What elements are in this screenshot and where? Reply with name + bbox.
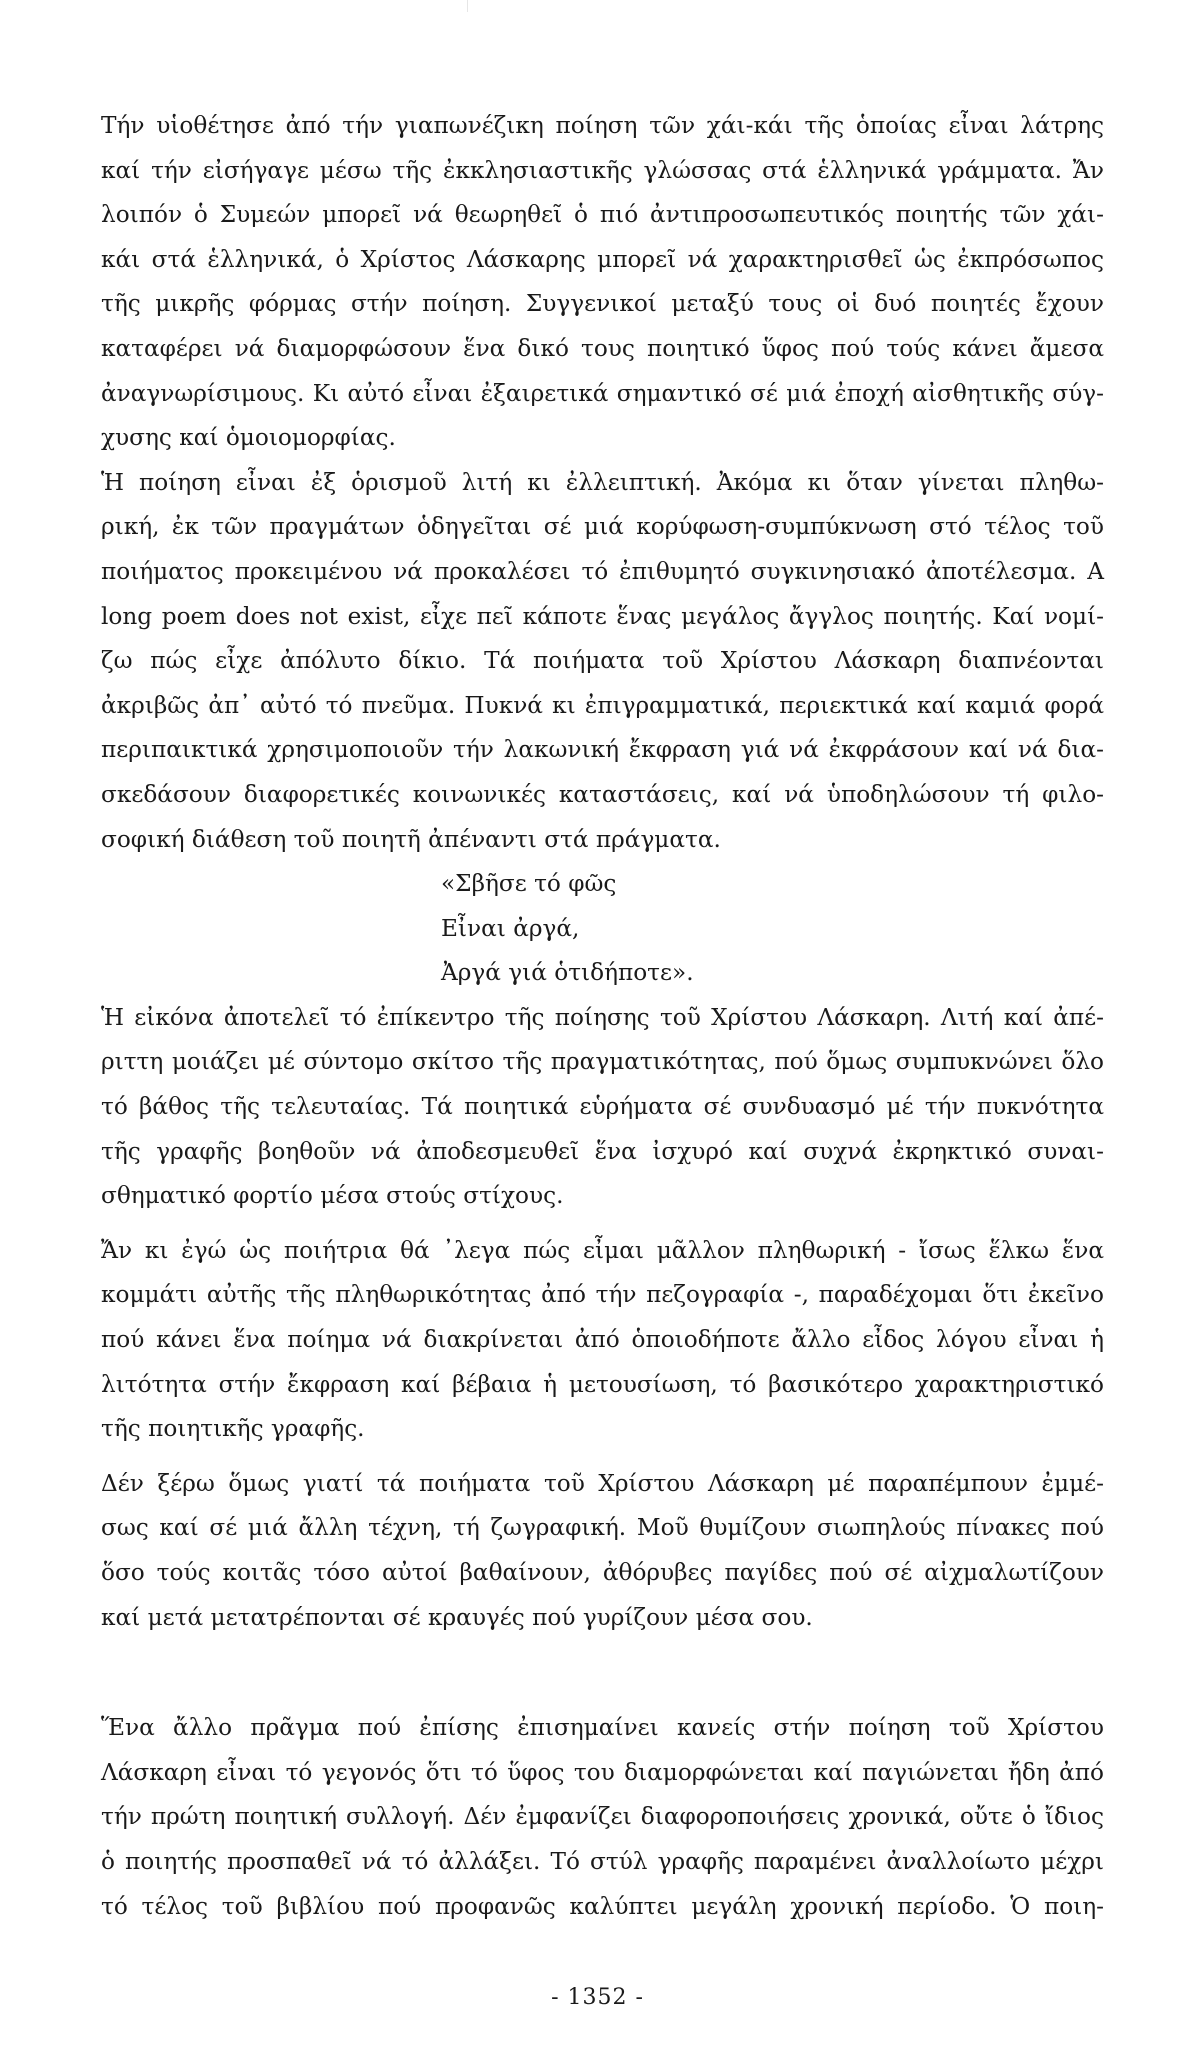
poem-quote [101,862,1104,996]
page-number: - 1352 - [551,1985,644,2010]
text-line: Ἕνα ἄλλο πρᾶγμα πού ἐπίσης ἐπισημαίνει κανείς στήν ποίηση τοῦ Χρίστου [101,1714,1104,1742]
text-line: καί τήν εἰσήγαγε μέσω τῆς ἐκκλησιαστικῆς γλώσσας στά ἑλληνικά γράμματα. Ἄν [101,156,1104,184]
text-line: Ἡ εἰκόνα ἀποτελεῖ τό ἐπίκεντρο τῆς ποίησης τοῦ Χρίστου Λάσκαρη. Λιτή καί ἀπέ- [101,1003,1104,1031]
paragraph-1 [101,104,1104,461]
paragraph-6 [101,1706,1104,1929]
scan-mark [467,0,468,12]
text-line: ὅσο τούς κοιτᾶς τόσο αὐτοί βαθαίνουν, ἀθόρυβες παγίδες πού σέ αἰχμαλωτίζουν [101,1559,1104,1586]
text-line: λοιπόν ὁ Συμεών μπορεῖ νά θεωρηθεῖ ὁ πιό ἀντιπροσωπευτικός ποιητής τῶν χάι- [101,201,1104,229]
text-line: Τήν υἱοθέτησε ἀπό τήν γιαπωνέζικη ποίηση τῶν χάι-κάι τῆς ὁποίας εἶναι λάτρης [101,112,1104,139]
text-line: τό βάθος τῆς τελευταίας. Τά ποιητικά εὑρήματα σέ συνδυασμό μέ τήν πυκνότητα [101,1093,1104,1121]
text-line: Ἄν κι ἐγώ ὡς ποιήτρια θά ᾽λεγα πώς εἶμαι μᾶλλον πληθωρική - ἴσως ἕλκω ἕνα [101,1236,1104,1264]
text-line: καί μετά μετατρέπονται σέ κραυγές πού γυρίζουν μέσα σου. [101,1603,813,1631]
text-line: σθηματικό φορτίο μέσα στούς στίχους. [101,1182,564,1210]
text-line: Λάσκαρη εἶναι τό γεγονός ὅτι τό ὕφος του διαμορφώνεται καί παγιώνεται ἤδη ἀπό [101,1758,1104,1786]
quote-line: «Σβῆσε τό φῶς [441,870,617,898]
text-line: πού κάνει ἕνα ποίημα νά διακρίνεται ἀπό ὁποιοδήποτε ἄλλο εἶδος λόγου εἶναι ἡ [101,1326,1104,1354]
paragraph-3 [101,996,1104,1219]
paragraph-5 [101,1462,1104,1640]
text-line: λιτότητα στήν ἔκφραση καί βέβαια ἡ μετουσίωση, τό βασικότερο χαρακτηριστικό [101,1370,1104,1398]
text-line: ριττη μοιάζει μέ σύντομο σκίτσο τῆς πραγματικότητας, πού ὅμως συμπυκνώνει ὅλο [101,1048,1104,1076]
text-line: ποιήματος προκειμένου νά προκαλέσει τό ἐπιθυμητό συγκινησιακό ἀποτέλεσμα. A [101,557,1104,585]
paragraph-2 [101,461,1104,862]
text-line: καταφέρει νά διαμορφώσουν ἕνα δικό τους ποιητικό ὕφος πού τούς κάνει ἄμεσα [101,334,1104,362]
text-line: κάι στά ἑλληνικά, ὁ Χρίστος Λάσκαρης μπορεῖ νά χαρακτηρισθεῖ ὡς ἐκπρόσωπος [101,245,1104,273]
text-line: σκεδάσουν διαφορετικές κοινωνικές καταστάσεις, καί νά ὑποδηλώσουν τή φιλο- [101,780,1104,808]
paragraph-gap [101,1219,1104,1229]
text-line: Δέν ξέρω ὅμως γιατί τά ποιήματα τοῦ Χρίστου Λάσκαρη μέ παραπέμπουν ἐμμέ- [101,1469,1104,1497]
quote-line: Ἀργά γιά ὁτιδήποτε». [441,959,694,987]
text-line: σως καί σέ μιά ἄλλη τέχνη, τή ζωγραφική. Μοῦ θυμίζουν σιωπηλούς πίνακες πού [101,1514,1104,1542]
text-line: ὁ ποιητής προσπαθεῖ νά τό ἀλλάξει. Τό στύλ γραφῆς παραμένει ἀναλλοίωτο μέχρι [101,1847,1104,1875]
text-line: τήν πρώτη ποιητική συλλογή. Δέν ἐμφανίζει διαφοροποιήσεις χρονικά, οὔτε ὁ ἴδιος [101,1803,1104,1831]
text-line: long poem does not exist, εἶχε πεῖ κάποτε ἕνας μεγάλος ἄγγλος ποιητής. Καί νομί- [101,602,1104,630]
text-line: κομμάτι αὐτῆς τῆς πληθωρικότητας ἀπό τήν πεζογραφία -, παραδέχομαι ὅτι ἐκεῖνο [101,1281,1104,1309]
text-line: περιπαικτικά χρησιμοποιοῦν τήν λακωνική ἔκφραση γιά νά ἐκφράσουν καί νά δια- [101,736,1104,764]
text-line: χυσης καί ὁμοιομορφίας. [101,424,396,452]
text-line: τῆς μικρῆς φόρμας στήν ποίηση. Συγγενικοί μεταξύ τους οἱ δυό ποιητές ἔχουν [101,290,1104,318]
text-line: ἀκριβῶς ἀπ᾽ αὐτό τό πνεῦμα. Πυκνά κι ἐπιγραμματικά, περιεκτικά καί καμιά φορά [101,691,1104,719]
section-gap [101,1640,1104,1706]
text-line: ἀναγνωρίσιμους. Κι αὐτό εἶναι ἐξαιρετικά σημαντικό σέ μιά ἐποχή αἰσθητικῆς σύγ- [101,379,1104,407]
quote-line: Εἶναι ἀργά, [441,914,580,942]
text-line: σοφική διάθεση τοῦ ποιητῆ ἀπέναντι στά πράγματα. [101,825,721,853]
text-line: τῆς γραφῆς βοηθοῦν νά ἀποδεσμευθεῖ ἕνα ἰσχυρό καί συχνά ἐκρηκτικό συναι- [101,1137,1104,1165]
text-line: Ἡ ποίηση εἶναι ἐξ ὁρισμοῦ λιτή κι ἐλλειπτική. Ἀκόμα κι ὅταν γίνεται πληθω- [101,468,1104,496]
text-line: ζω πώς εἶχε ἀπόλυτο δίκιο. Τά ποιήματα τοῦ Χρίστου Λάσκαρη διαπνέονται [101,647,1104,675]
text-line: τό τέλος τοῦ βιβλίου πού προφανῶς καλύπτει μεγάλη χρονική περίοδο. Ὁ ποιη- [101,1892,1104,1920]
paragraph-4 [101,1229,1104,1452]
paragraph-gap [101,1452,1104,1462]
text-line: τῆς ποιητικῆς γραφῆς. [101,1415,365,1443]
text-line: ρική, ἐκ τῶν πραγμάτων ὁδηγεῖται σέ μιά κορύφωση-συμπύκνωση στό τέλος τοῦ [101,513,1104,541]
body-text [101,104,1104,1929]
